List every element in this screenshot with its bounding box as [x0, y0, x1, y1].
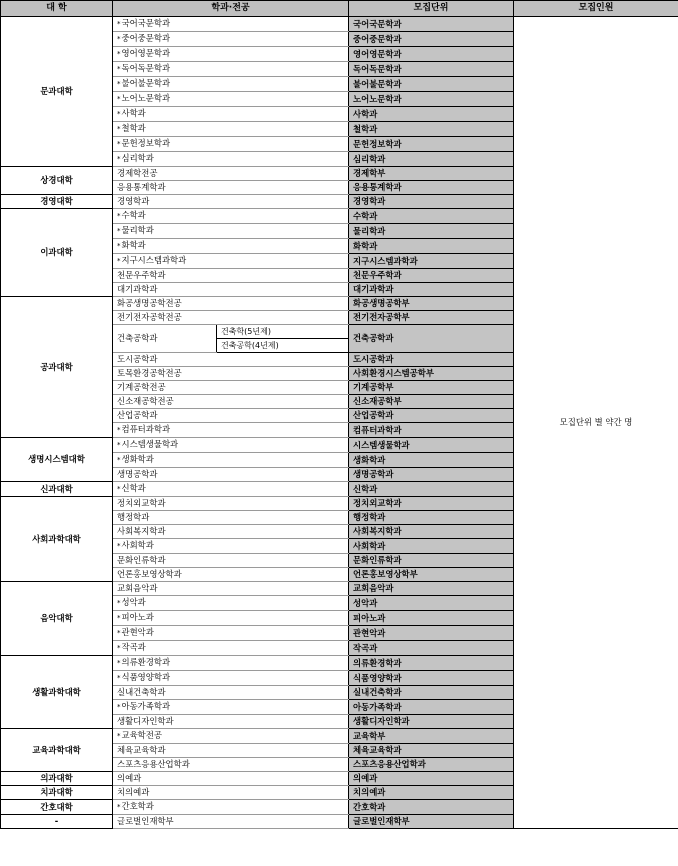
- unit-cell: 전기전자공학부: [349, 311, 514, 325]
- major-label: 피아노과: [121, 612, 154, 622]
- star-mark: *: [117, 732, 121, 740]
- unit-cell: 지구시스템과학과: [349, 254, 514, 269]
- star-mark: *: [117, 659, 121, 667]
- major-label: 대기과학과: [117, 284, 158, 294]
- major-cell: [113, 482, 349, 497]
- major-cell: [113, 715, 349, 729]
- major-cell: [113, 353, 349, 367]
- major-cell: [113, 729, 349, 744]
- college-name: 상경대학: [1, 167, 113, 195]
- star-mark: *: [117, 125, 121, 133]
- major-label: 체육교육학과: [117, 745, 166, 755]
- unit-cell: 실내건축학과: [349, 686, 514, 700]
- major-label: 기계공학전공: [117, 382, 166, 392]
- major-label: 사학과: [121, 108, 146, 118]
- major-cell: [113, 395, 349, 409]
- star-mark: *: [117, 212, 121, 220]
- major-cell: [113, 611, 349, 626]
- major-label: 글로벌인재학부: [117, 816, 174, 826]
- star-mark: *: [117, 703, 121, 711]
- major-cell: [113, 137, 349, 152]
- star-mark: *: [117, 485, 121, 493]
- college-name: 문과대학: [1, 17, 113, 167]
- major-cell: [113, 195, 349, 209]
- major-cell: [113, 107, 349, 122]
- major-cell: [113, 77, 349, 92]
- star-mark: *: [117, 629, 121, 637]
- major-label: 불어불문학과: [121, 78, 171, 88]
- major-cell: [113, 786, 349, 800]
- unit-cell: 의류환경학과: [349, 656, 514, 671]
- major-cell: [113, 554, 349, 568]
- unit-cell: 수학과: [349, 209, 514, 224]
- star-mark: *: [117, 35, 121, 43]
- major-cell: [113, 800, 349, 815]
- major-cell: [113, 423, 349, 438]
- unit-cell: 사회학과: [349, 539, 514, 554]
- major-label: 교회음악과: [117, 583, 158, 593]
- major-cell: [113, 758, 349, 772]
- major-cell: [113, 772, 349, 786]
- unit-cell: 사회복지학과: [349, 525, 514, 539]
- unit-cell: 식품영양학과: [349, 671, 514, 686]
- quota-cell: 모집단위 별 약간 명: [514, 17, 678, 829]
- header-quota: 모집인원: [514, 1, 678, 17]
- unit-cell: 경제학부: [349, 167, 514, 181]
- major-cell: [113, 167, 349, 181]
- header-row: [1, 1, 678, 17]
- unit-cell: 행정학과: [349, 511, 514, 525]
- sub-major-cell: 건축공학(4년제): [217, 339, 349, 353]
- major-cell: [113, 381, 349, 395]
- unit-cell: 스포츠응용산업학과: [349, 758, 514, 772]
- unit-cell: 심리학과: [349, 152, 514, 167]
- star-mark: *: [117, 20, 121, 28]
- unit-cell: 화공생명공학부: [349, 297, 514, 311]
- major-cell: [113, 641, 349, 656]
- major-label: 응용통계학과: [117, 182, 166, 192]
- major-cell: [113, 181, 349, 195]
- major-label: 문헌정보학과: [121, 138, 171, 148]
- major-cell: [113, 32, 349, 47]
- major-label: 실내건축학과: [117, 687, 166, 697]
- major-cell: [113, 539, 349, 554]
- unit-cell: 중어중문학과: [349, 32, 514, 47]
- major-cell: [113, 325, 217, 353]
- major-label: 철학과: [121, 123, 146, 133]
- major-cell: [113, 47, 349, 62]
- unit-cell: 불어불문학과: [349, 77, 514, 92]
- unit-cell: 언론홍보영상학부: [349, 568, 514, 582]
- major-label: 국어국문학과: [121, 18, 171, 28]
- major-label: 심리학과: [121, 153, 154, 163]
- major-cell: [113, 511, 349, 525]
- major-cell: [113, 438, 349, 453]
- major-label: 관현악과: [121, 627, 154, 637]
- unit-cell: 글로벌인재학부: [349, 815, 514, 829]
- major-label: 경제학전공: [117, 168, 158, 178]
- major-label: 화학과: [121, 240, 146, 250]
- star-mark: *: [117, 257, 121, 265]
- major-label: 식품영양학과: [121, 672, 171, 682]
- unit-cell: 노어노문학과: [349, 92, 514, 107]
- major-label: 화공생명공학전공: [117, 298, 182, 308]
- major-label: 경영학과: [117, 196, 150, 206]
- star-mark: *: [117, 50, 121, 58]
- major-label: 생명공학과: [117, 469, 158, 479]
- major-label: 사회복지학과: [117, 526, 166, 536]
- major-label: 신소재공학전공: [117, 396, 174, 406]
- major-cell: [113, 744, 349, 758]
- college-name: 교육과학대학: [1, 729, 113, 772]
- major-label: 스포츠응용산업학과: [117, 759, 190, 769]
- header-college: 대 학: [1, 1, 113, 17]
- major-cell: [113, 671, 349, 686]
- star-mark: *: [117, 441, 121, 449]
- college-name: 이과대학: [1, 209, 113, 297]
- major-cell: [113, 656, 349, 671]
- header-unit: 모집단위: [349, 1, 514, 17]
- major-label: 도시공학과: [117, 354, 158, 364]
- major-label: 토목환경공학전공: [117, 368, 182, 378]
- college-name: 공과대학: [1, 297, 113, 438]
- star-mark: *: [117, 542, 121, 550]
- unit-cell: 문헌정보학과: [349, 137, 514, 152]
- unit-cell: 치의예과: [349, 786, 514, 800]
- major-label: 독어독문학과: [121, 63, 171, 73]
- major-label: 수학과: [121, 210, 146, 220]
- unit-cell: 아동가족학과: [349, 700, 514, 715]
- major-label: 천문우주학과: [117, 270, 166, 280]
- table-row: [1, 17, 678, 32]
- unit-cell: 경영학과: [349, 195, 514, 209]
- unit-cell: 물리학과: [349, 224, 514, 239]
- major-cell: [113, 297, 349, 311]
- college-name: 사회과학대학: [1, 497, 113, 582]
- unit-cell: 대기과학과: [349, 283, 514, 297]
- star-mark: *: [117, 599, 121, 607]
- star-mark: *: [117, 95, 121, 103]
- unit-cell: 신소재공학부: [349, 395, 514, 409]
- college-name: 치과대학: [1, 786, 113, 800]
- unit-cell: 생화학과: [349, 453, 514, 468]
- star-mark: *: [117, 674, 121, 682]
- college-name: 생명시스템대학: [1, 438, 113, 482]
- major-label: 영어영문학과: [121, 48, 171, 58]
- major-cell: [113, 254, 349, 269]
- major-label: 전기전자공학전공: [117, 312, 182, 322]
- major-cell: [113, 815, 349, 829]
- major-cell: [113, 239, 349, 254]
- unit-cell: 교육학부: [349, 729, 514, 744]
- unit-cell: 간호학과: [349, 800, 514, 815]
- unit-cell: 철학과: [349, 122, 514, 137]
- unit-cell: 기계공학부: [349, 381, 514, 395]
- major-cell: [113, 122, 349, 137]
- college-name: 경영대학: [1, 195, 113, 209]
- major-cell: [113, 17, 349, 32]
- unit-cell: 건축공학과: [349, 325, 514, 353]
- major-cell: [113, 525, 349, 539]
- major-label: 의예과: [117, 773, 142, 783]
- major-label: 아동가족학과: [121, 701, 171, 711]
- unit-cell: 산업공학과: [349, 409, 514, 423]
- major-cell: [113, 626, 349, 641]
- major-cell: [113, 224, 349, 239]
- major-cell: [113, 311, 349, 325]
- major-label: 행정학과: [117, 512, 150, 522]
- major-label: 정치외교학과: [117, 498, 166, 508]
- major-label: 사회학과: [121, 540, 154, 550]
- major-cell: [113, 152, 349, 167]
- college-name: 음악대학: [1, 582, 113, 656]
- major-label: 시스템생물학과: [121, 439, 179, 449]
- star-mark: *: [117, 80, 121, 88]
- major-label: 교육학전공: [121, 730, 162, 740]
- unit-cell: 시스템생물학과: [349, 438, 514, 453]
- unit-cell: 컴퓨터과학과: [349, 423, 514, 438]
- major-label: 건축공학과: [117, 333, 158, 343]
- unit-cell: 국어국문학과: [349, 17, 514, 32]
- major-cell: [113, 367, 349, 381]
- major-label: 중어중문학과: [121, 33, 171, 43]
- unit-cell: 도시공학과: [349, 353, 514, 367]
- major-label: 신학과: [121, 483, 146, 493]
- star-mark: *: [117, 65, 121, 73]
- major-cell: [113, 92, 349, 107]
- major-label: 물리학과: [121, 225, 154, 235]
- unit-cell: 사학과: [349, 107, 514, 122]
- major-cell: [113, 468, 349, 482]
- star-mark: *: [117, 803, 121, 811]
- star-mark: *: [117, 155, 121, 163]
- unit-cell: 문화인류학과: [349, 554, 514, 568]
- major-cell: [113, 497, 349, 511]
- unit-cell: 화학과: [349, 239, 514, 254]
- unit-cell: 응용통계학과: [349, 181, 514, 195]
- major-label: 간호학과: [121, 801, 154, 811]
- unit-cell: 독어독문학과: [349, 62, 514, 77]
- college-name: 생활과학대학: [1, 656, 113, 729]
- major-cell: [113, 209, 349, 224]
- unit-cell: 생활디자인학과: [349, 715, 514, 729]
- unit-cell: 교회음악과: [349, 582, 514, 596]
- major-cell: [113, 582, 349, 596]
- college-name: 간호대학: [1, 800, 113, 815]
- major-cell: [113, 62, 349, 77]
- major-cell: [113, 409, 349, 423]
- major-label: 산업공학과: [117, 410, 158, 420]
- major-cell: [113, 596, 349, 611]
- college-name: 의과대학: [1, 772, 113, 786]
- major-cell: [113, 686, 349, 700]
- header-major: 학과·전공: [113, 1, 349, 17]
- unit-cell: 작곡과: [349, 641, 514, 656]
- unit-cell: 피아노과: [349, 611, 514, 626]
- major-label: 생화학과: [121, 454, 154, 464]
- star-mark: *: [117, 614, 121, 622]
- major-label: 생활디자인학과: [117, 716, 174, 726]
- major-cell: [113, 700, 349, 715]
- table-body: [1, 17, 678, 829]
- unit-cell: 생명공학과: [349, 468, 514, 482]
- major-label: 지구시스템과학과: [121, 255, 187, 265]
- major-label: 의류환경학과: [121, 657, 171, 667]
- star-mark: *: [117, 426, 121, 434]
- unit-cell: 천문우주학과: [349, 269, 514, 283]
- major-label: 언론홍보영상학과: [117, 569, 182, 579]
- unit-cell: 체육교육학과: [349, 744, 514, 758]
- major-label: 치의예과: [117, 787, 150, 797]
- major-cell: [113, 283, 349, 297]
- unit-cell: 성악과: [349, 596, 514, 611]
- major-label: 작곡과: [121, 642, 146, 652]
- star-mark: *: [117, 644, 121, 652]
- major-label: 성악과: [121, 597, 146, 607]
- star-mark: *: [117, 242, 121, 250]
- unit-cell: 사회환경시스템공학부: [349, 367, 514, 381]
- star-mark: *: [117, 456, 121, 464]
- unit-cell: 의예과: [349, 772, 514, 786]
- major-cell: [113, 269, 349, 283]
- unit-cell: 정치외교학과: [349, 497, 514, 511]
- unit-cell: 영어영문학과: [349, 47, 514, 62]
- unit-cell: 신학과: [349, 482, 514, 497]
- major-cell: [113, 453, 349, 468]
- major-cell: [113, 568, 349, 582]
- major-label: 문화인류학과: [117, 555, 166, 565]
- college-name: -: [1, 815, 113, 829]
- star-mark: *: [117, 140, 121, 148]
- major-label: 노어노문학과: [121, 93, 171, 103]
- star-mark: *: [117, 110, 121, 118]
- college-name: 신과대학: [1, 482, 113, 497]
- unit-cell: 관현악과: [349, 626, 514, 641]
- sub-major-cell: 건축학(5년제): [217, 325, 349, 339]
- major-label: 컴퓨터과학과: [121, 424, 171, 434]
- star-mark: *: [117, 227, 121, 235]
